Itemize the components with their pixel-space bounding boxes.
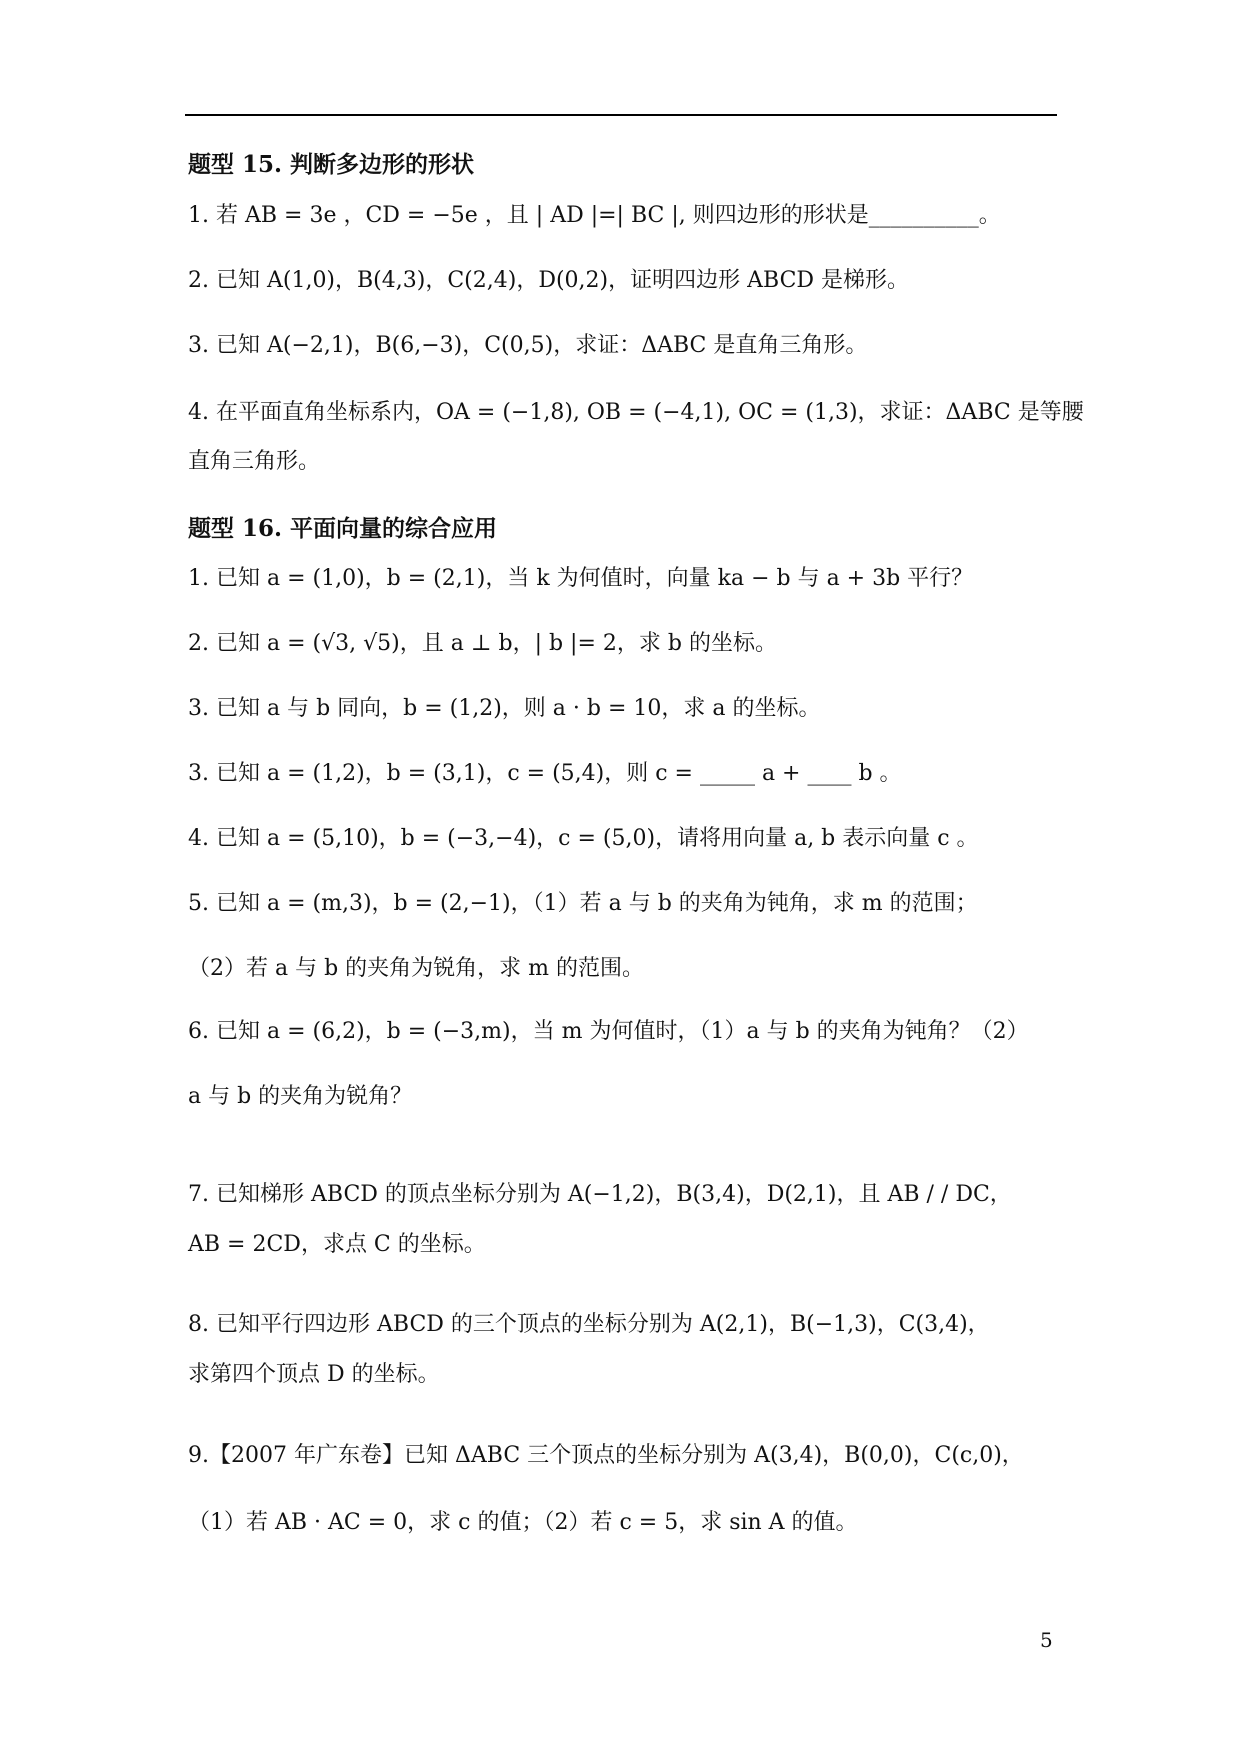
problem-line: 9.【2007 年广东卷】已知 ΔABC 三个顶点的坐标分别为 A(3,4)，B(0,0)，C(c,0)，: [188, 1443, 1024, 1468]
problem-line: 3. 已知 a = (1,2)，b = (3,1)，c = (5,4)，则 c = _____ a + ____ b 。: [188, 761, 902, 786]
problem-line: 1. 已知 a = (1,0)，b = (2,1)，当 k 为何值时，向量 ka − b 与 a + 3b 平行？: [188, 566, 974, 591]
problem-line: 直角三角形。: [188, 449, 321, 474]
problem-line: 4. 已知 a = (5,10)，b = (−3,−4)，c = (5,0)，请将用向量 a, b 表示向量 c 。: [188, 826, 979, 851]
section-heading-15: 题型 15. 判断多边形的形状: [188, 151, 475, 178]
problem-line: 2. 已知 A(1,0)，B(4,3)，C(2,4)，D(0,2)，证明四边形 ABCD 是梯形。: [188, 268, 910, 293]
problem-line: 求第四个顶点 D 的坐标。: [188, 1362, 440, 1387]
section-heading-16: 题型 16. 平面向量的综合应用: [188, 515, 498, 542]
problem-line: a 与 b 的夹角为锐角？: [188, 1084, 413, 1109]
problem-line: 3. 已知 a 与 b 同向，b = (1,2)，则 a · b = 10，求 a 的坐标。: [188, 696, 821, 721]
problem-line: 7. 已知梯形 ABCD 的顶点坐标分别为 A(−1,2)，B(3,4)，D(2,1)，且 AB / / DC，: [188, 1182, 1012, 1207]
header-rule: [185, 114, 1057, 116]
problem-line: （1）若 AB · AC = 0，求 c 的值；（2）若 c = 5，求 sin A 的值。: [188, 1510, 858, 1535]
problem-line: 1. 若 AB = 3e ，CD = −5e ，且 | AD |=| BC |, 则四边形的形状是__________。: [188, 203, 1001, 228]
problem-line: 4. 在平面直角坐标系内，OA = (−1,8), OB = (−4,1), OC = (1,3)，求证：ΔABC 是等腰: [188, 400, 1084, 425]
problem-line: 3. 已知 A(−2,1)，B(6,−3)，C(0,5)，求证：ΔABC 是直角三角形。: [188, 333, 868, 358]
problem-line: （2）若 a 与 b 的夹角为锐角，求 m 的范围。: [188, 956, 645, 981]
page-number: 5: [1040, 1628, 1053, 1652]
problem-line: 5. 已知 a = (m,3)，b = (2,−1)，（1）若 a 与 b 的夹角为钝角，求 m 的范围；: [188, 891, 978, 916]
problem-line: 8. 已知平行四边形 ABCD 的三个顶点的坐标分别为 A(2,1)，B(−1,3)，C(3,4)，: [188, 1312, 990, 1337]
problem-line: AB = 2CD，求点 C 的坐标。: [188, 1232, 486, 1257]
problem-line: 6. 已知 a = (6,2)，b = (−3,m)，当 m 为何值时，（1）a 与 b 的夹角为钝角？（2）: [188, 1019, 1029, 1044]
problem-line: 2. 已知 a = (√3, √5)，且 a ⊥ b，| b |= 2，求 b 的坐标。: [188, 631, 777, 656]
